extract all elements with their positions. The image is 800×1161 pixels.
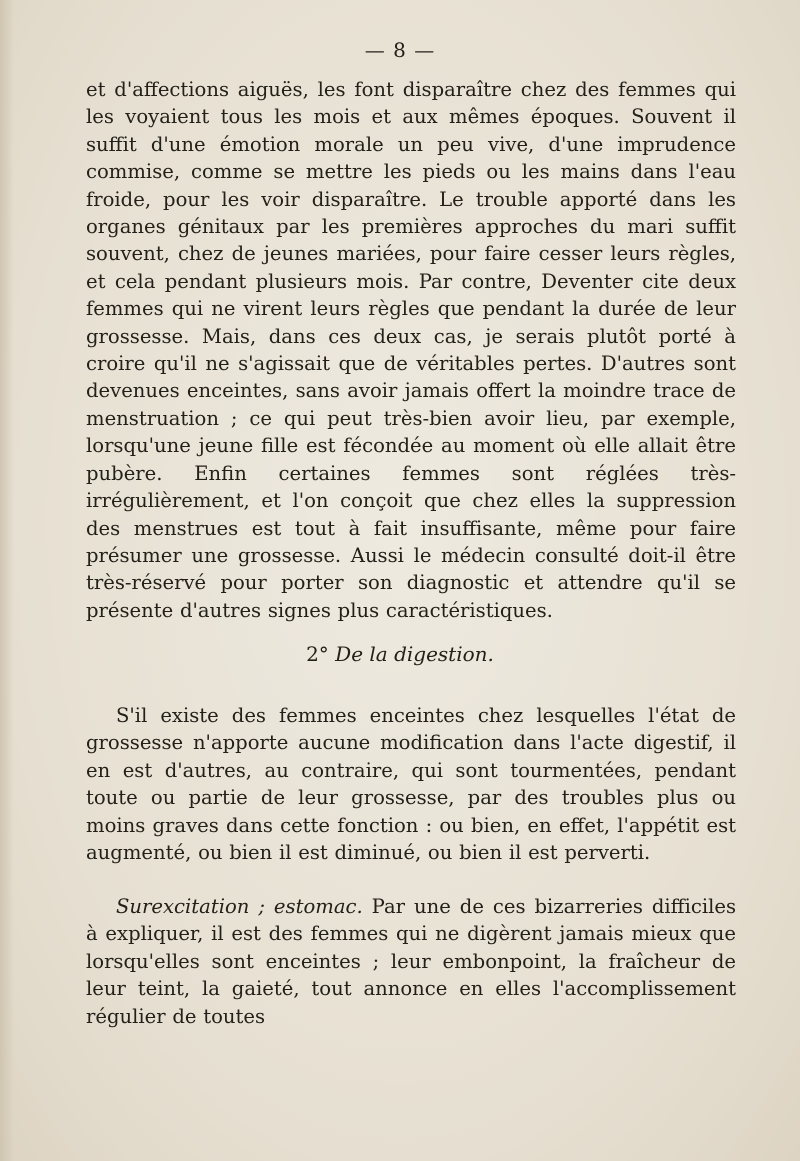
paragraph-lead: Surexcitation ; estomac. [116,895,363,918]
paragraph-surexcitation [86,893,736,1030]
paragraph-text: S'il existe des femmes enceintes chez lesquelles l'état de grossesse n'apporte aucune modification dans l'acte digestif, il en est d'autres, au contraire, qui sont tourmentées, pendant toute ou partie de leur grossesse, par des troubles plus ou moins graves dans cette fonction : ou bien, en effet, l'appétit est augmenté, ou bien il est diminué, ou bien il est perverti. [86,704,736,865]
page-number: — 8 — [364,38,436,62]
paragraph-text: Par une de ces bizarreries difficiles à expliquer, il est des femmes qui ne digèrent jamais mieux que lorsqu'elles sont enceintes ; leur embonpoint, la fraîcheur de leur teint, la gaieté, tout annonce en elles l'accomplissement régulier de toutes [86,895,736,1028]
section-title: De la digestion. [335,642,494,666]
section-heading [0,642,800,666]
paragraph-digestion [86,702,736,866]
paragraph-text: et d'affections aiguës, les font disparaître chez des femmes qui les voyaient tous les mois et aux mêmes époques. Souvent il suffit d'une émotion morale un peu vive, d'une imprudence commise, comme se mettre les pieds ou les mains dans l'eau froide, pour les voir disparaître. Le trouble apporté dans les organes génitaux par les premières approches du mari suffit souvent, chez de jeunes mariées, pour faire cesser leurs règles, et cela pendant plusieurs mois. Par contre, Deventer cite deux femmes qui ne virent leurs règles que pendant la durée de leur grossesse. Mais, dans ces deux cas, je serais plutôt porté à croire qu'il ne s'agissait que de véritables pertes. D'autres sont devenues enceintes, sans avoir jamais offert la moindre trace de menstruation ; ce qui peut très-bien avoir lieu, par exemple, lorsqu'une jeune fille est fécondée au moment où elle allait être pubère. Enfin certaines femmes sont réglées très-irrégulièrement, et l'on conçoit que chez elles la suppression des menstrues est tout à fait insuffisante, même pour faire présumer une grossesse. Aussi le médecin consulté doit-il être très-réservé pour porter son diagnostic et attendre qu'il se présente d'autres signes plus caractéristiques. [86,78,736,622]
page-edge-shadow [0,0,14,1161]
section-number: 2° [306,642,329,666]
paragraph-menstruation [86,76,736,624]
paragraph-body [86,893,736,1030]
